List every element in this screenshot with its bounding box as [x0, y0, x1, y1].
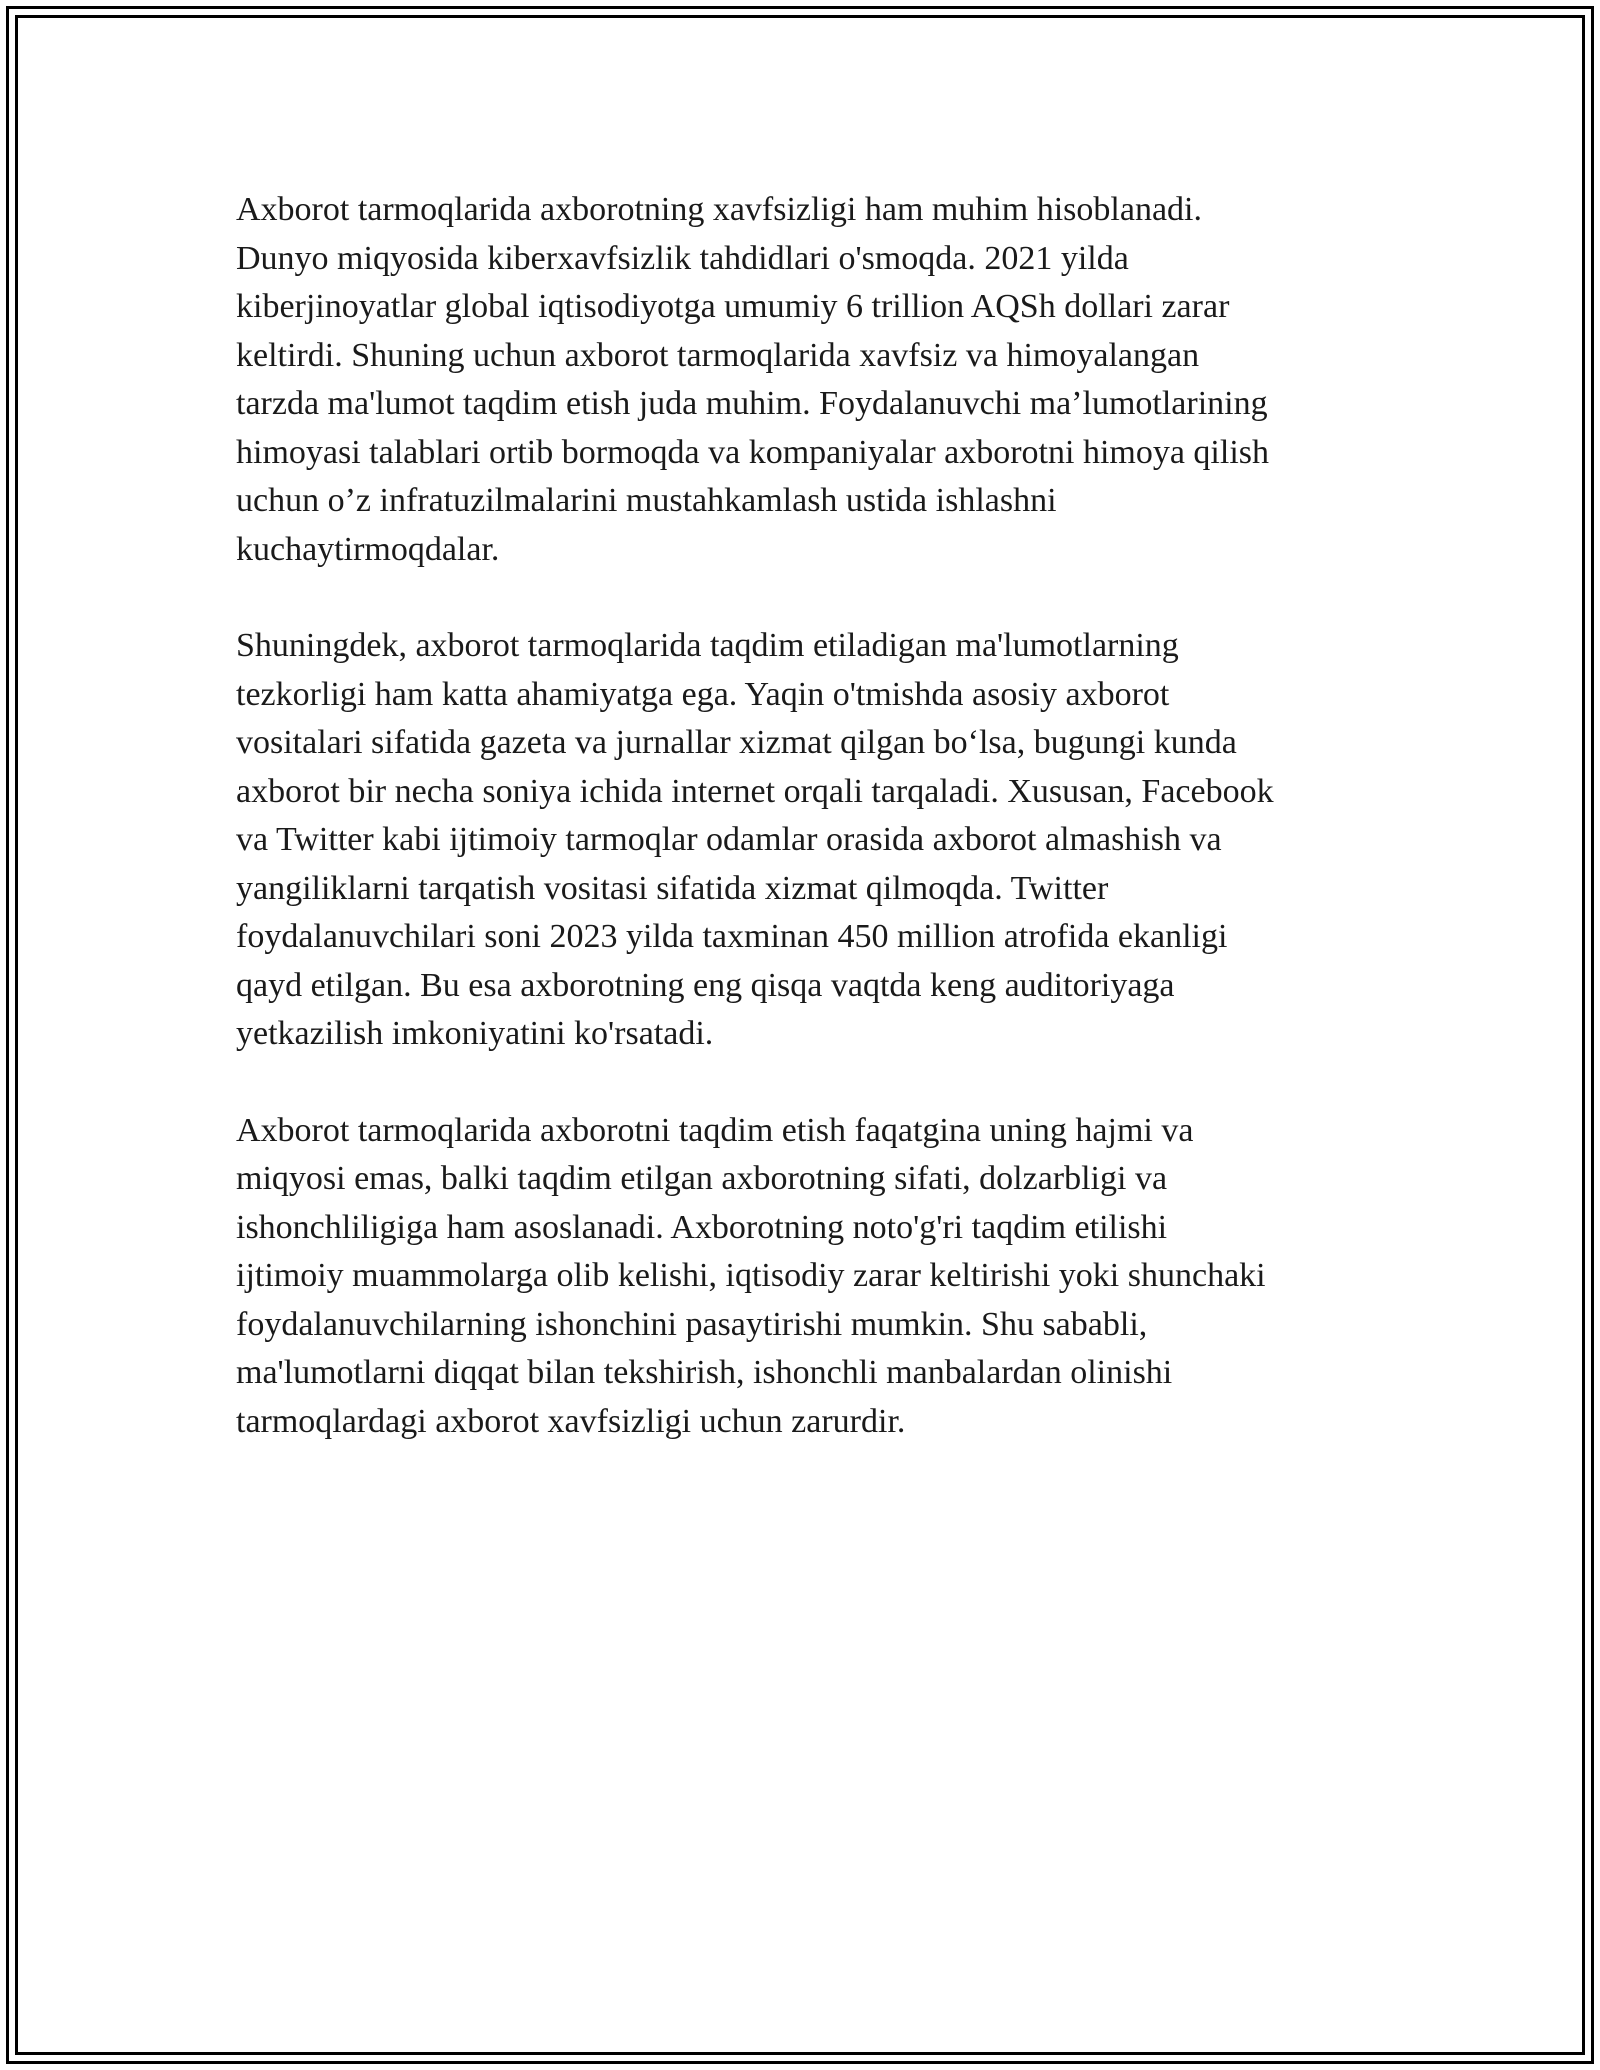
- paragraph-quality: Axborot tarmoqlarida axborotni taqdim etish faqatgina uning hajmi va miqyosi emas, balki taqdim etilgan axborotning sifati, dolzarbligi va ishonchliligiga ham asoslanadi. Axborotning noto'g'ri taqdim etilishi ijtimoiy muammolarga olib kelishi, iqtisodiy zarar keltirishi yoki shunchaki foydalanuvchilarning ishonchini pasaytirishi mumkin. Shu sababli, ma'lumotlarni diqqat bilan tekshirish, ishonchli manbalardan olinishi tarmoqlardagi axborot xavfsizligi uchun zarurdir.: [236, 1111, 1266, 1440]
- paragraph-speed: Shuningdek, axborot tarmoqlarida taqdim etiladigan ma'lumotlarning tezkorligi ham katta ahamiyatga ega. Yaqin o'tmishda asosiy axborot vositalari sifatida gazeta va jurnallar xizmat qilgan bo‘lsa, bugungi kunda axborot bir necha soniya ichida internet orqali tarqaladi. Xususan, Facebook va Twitter kabi ijtimoiy tarmoqlar odamlar orasida axborot almashish va yangiliklarni tarqatish vositasi sifatida xizmat qilmoqda. Twitter foydalanuvchilari soni 2023 yilda taxminan 450 million atrofida ekanligi qayd etilgan. Bu esa axborotning eng qisqa vaqtda keng auditoriyaga yetkazilish imkoniyatini ko'rsatadi.: [236, 627, 1274, 1052]
- document-body: [236, 186, 1366, 1494]
- paragraph-security: Axborot tarmoqlarida axborotning xavfsizligi ham muhim hisoblanadi. Dunyo miqyosida kiberxavfsizlik tahdidlari o'smoqda. 2021 yilda kiberjinoyatlar global iqtisodiyotga umumiy 6 trillion AQSh dollari zarar keltirdi. Shuning uchun axborot tarmoqlarida xavfsiz va himoyalangan tarzda ma'lumot taqdim etish juda muhim. Foydalanuvchi ma’lumotlarining himoyasi talablari ortib bormoqda va kompaniyalar axborotni himoya qilish uchun o’z infratuzilmalarini mustahkamlash ustida ishlashni kuchaytirmoqdalar.: [236, 191, 1269, 568]
